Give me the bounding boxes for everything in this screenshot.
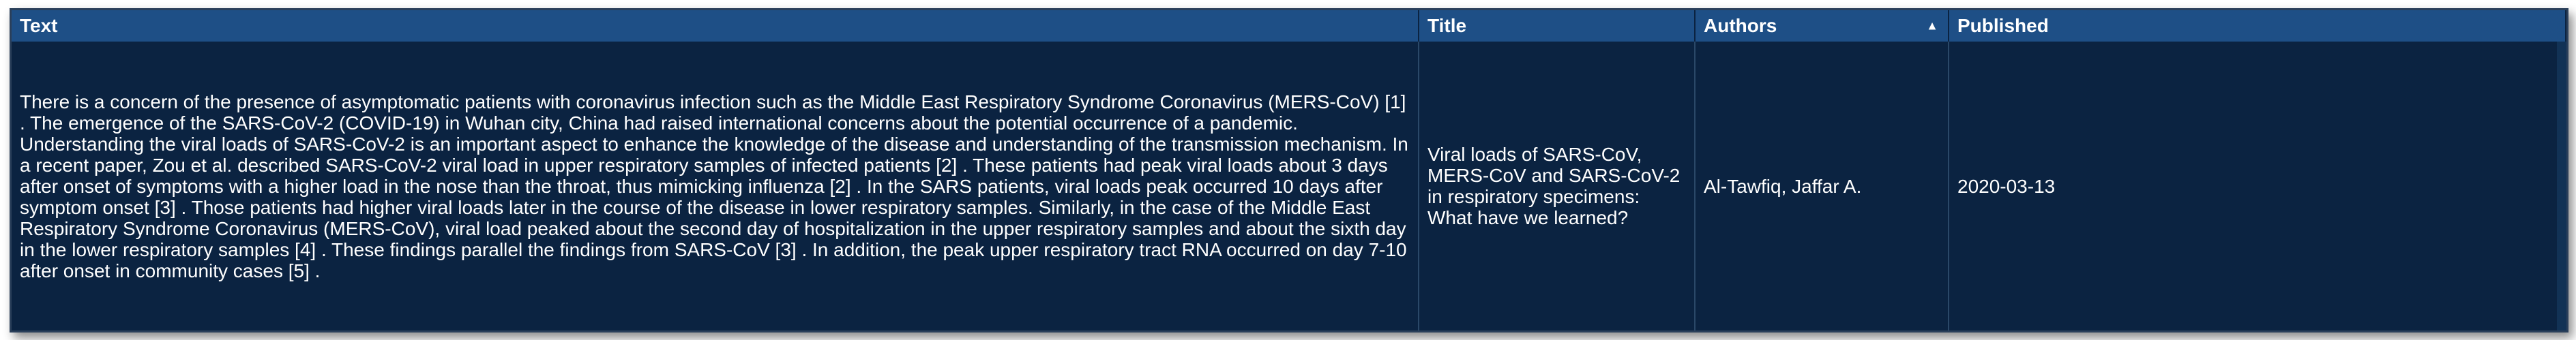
table-row-cell-published — [1949, 42, 2566, 330]
table-row-cell-title — [1419, 42, 1696, 330]
results-table-frame — [10, 8, 2568, 333]
cell-authors: Al-Tawfiq, Jaffar A. — [1704, 175, 1862, 197]
cell-published: 2020-03-13 — [1957, 175, 2056, 197]
column-header-title-label: Title — [1427, 15, 1467, 36]
column-header-text[interactable] — [12, 10, 1419, 42]
sort-ascending-icon[interactable]: ▲ — [1926, 18, 1938, 33]
results-table — [12, 10, 2566, 330]
column-header-text-label: Text — [20, 15, 58, 36]
column-header-title[interactable] — [1419, 10, 1696, 42]
column-header-authors[interactable] — [1696, 10, 1949, 42]
table-row-cell-text — [12, 42, 1419, 330]
cell-title: Viral loads of SARS-CoV, MERS-CoV and SARS-CoV-2 in respiratory specimens: What have we learned? — [1427, 144, 1681, 228]
column-header-published[interactable] — [1949, 10, 2566, 42]
cell-text: There is a concern of the presence of asymptomatic patients with coronavirus infection such as the Middle East Respiratory Syndrome Coronavirus (MERS-CoV) [1] . The emergence of the SARS-CoV-2 (COVID-19) in Wuhan city, China had raised international concerns about the potential occurrence of a pandemic. Understanding the viral loads of SARS-CoV-2 is an important aspect to enhance the knowledge of the disease and understanding of the transmission mechanism. In a recent paper, Zou et al. described SARS-CoV-2 viral load in upper respiratory samples of infected patients [2] . These patients had peak viral loads about 3 days after onset of symptoms with a higher load in the nose than the throat, thus mimicking influenza [2] . In the SARS patients, viral loads peak occurred 10 days after symptom onset [3] . Those patients had higher viral loads later in the course of the disease in lower respiratory samples. Similarly, in the case of the Middle East Respiratory Syndrome Coronavirus (MERS-CoV), viral load peaked about the second day of hospitalization in the upper respiratory samples and about the sixth day in the lower respiratory samples [4] . These findings parallel the findings from SARS-CoV [3] . In addition, the peak upper respiratory tract RNA occurred on day 7-10 after onset in community cases [5] . — [20, 91, 1408, 281]
table-row-cell-authors — [1696, 42, 1949, 330]
column-header-authors-label: Authors — [1704, 15, 1777, 36]
column-header-published-label: Published — [1957, 15, 2049, 36]
vertical-scrollbar[interactable] — [2557, 42, 2566, 330]
